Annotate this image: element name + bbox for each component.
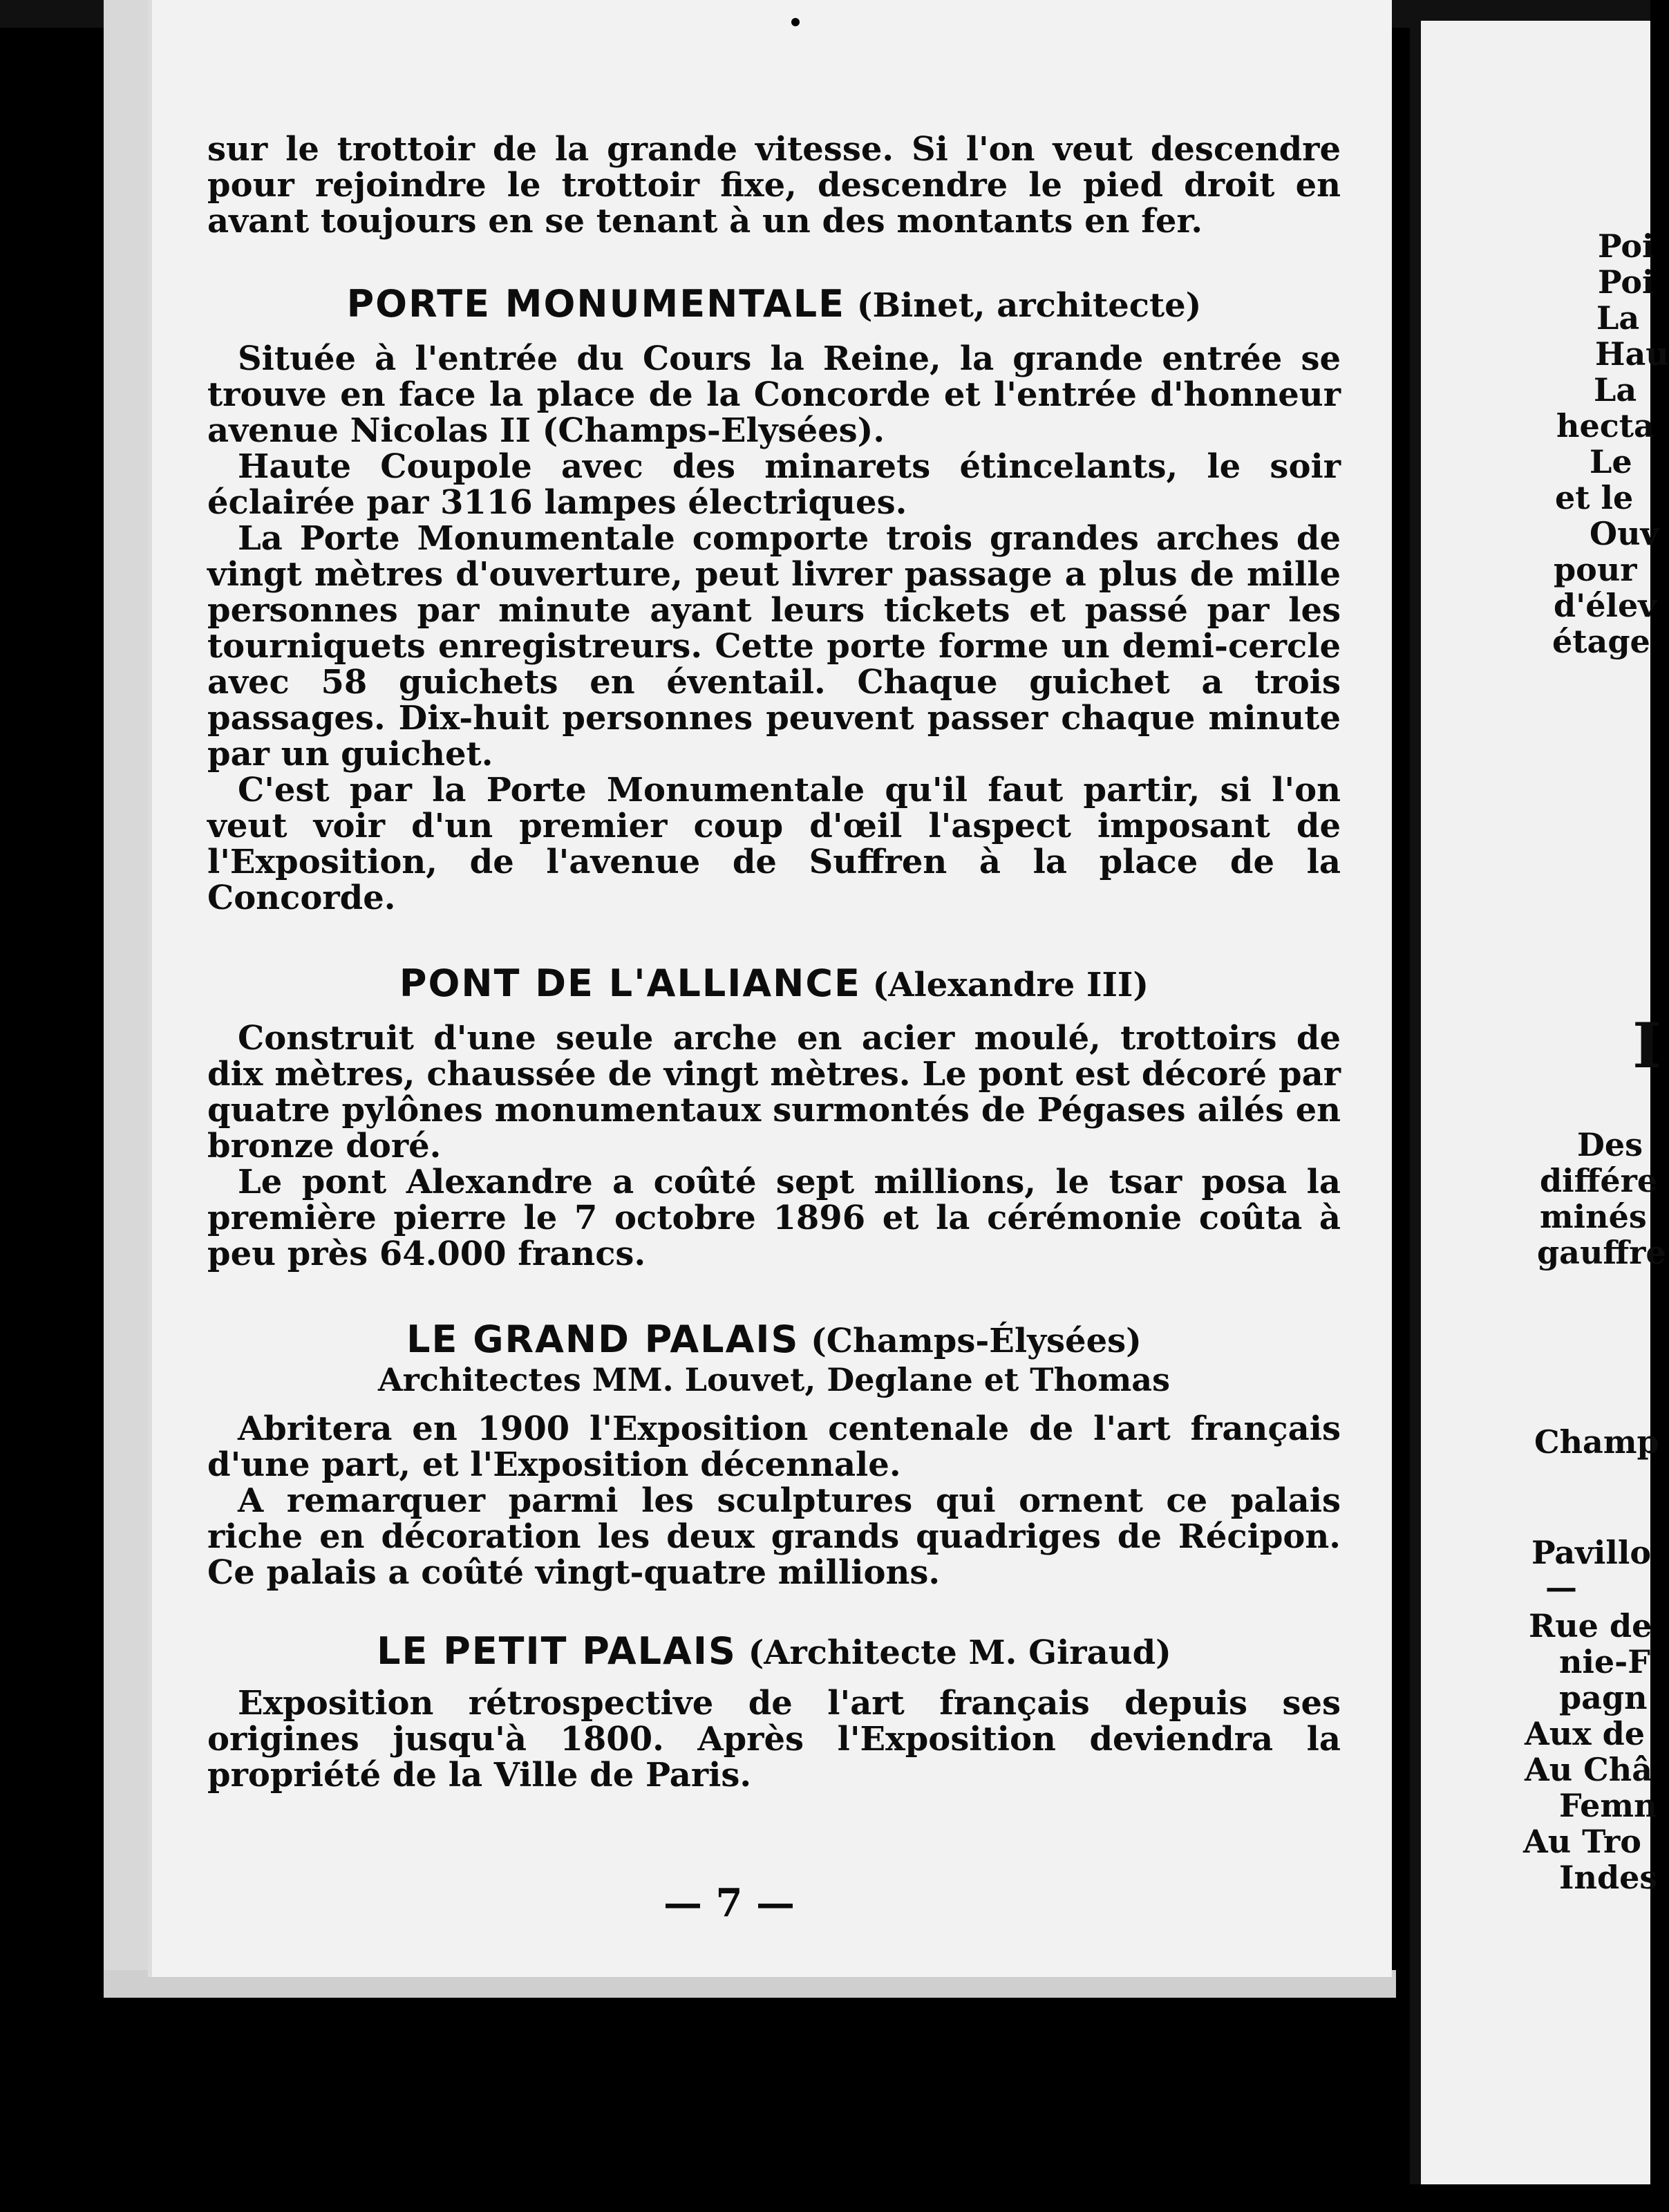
right-fragment: Femn (1559, 1787, 1657, 1824)
right-fragment: hecta (1556, 407, 1654, 444)
section-subtitle: Architectes MM. Louvet, Deglane et Thomas (377, 1361, 1170, 1398)
right-fragment: La (1596, 299, 1640, 337)
right-fragment: Au Tro (1523, 1823, 1641, 1860)
section-title: LE GRAND PALAIS (406, 1318, 800, 1361)
right-fragment: Rue de (1529, 1607, 1652, 1644)
ink-dot (791, 18, 800, 26)
right-fragment: Indes (1559, 1859, 1658, 1896)
section-title-suffix: (Architecte M. Giraud) (748, 1633, 1171, 1672)
section-heading-le-petit-palais (207, 1629, 1341, 1673)
right-fragment: Pavillo (1531, 1534, 1651, 1571)
section-title: PORTE MONUMENTALE (346, 282, 846, 326)
left-page-content (207, 131, 1341, 1793)
right-fragment: minés (1540, 1198, 1647, 1235)
right-big-heading: I (1632, 1009, 1662, 1082)
right-fragment: Hau (1595, 335, 1669, 373)
right-fragment: nie-F (1559, 1643, 1650, 1680)
paragraph: Construit d'une seule arche en acier moulé, trottoirs de dix mètres, chaussée de vingt mètres. Le pont est décoré par quatre pylônes monumentaux surmontés de Pégases ailés en bronze doré. (207, 1019, 1341, 1165)
section-title: PONT DE L'ALLIANCE (399, 962, 861, 1005)
right-fragment: Le (1590, 443, 1632, 480)
paragraph: Abritera en 1900 l'Exposition centenale de l'art français d'une part, et l'Exposition décennale. (207, 1409, 1341, 1484)
right-fragment: d'élev (1554, 587, 1657, 624)
right-fragment: Champ (1534, 1423, 1659, 1461)
right-fragment: Au Châ (1525, 1751, 1653, 1788)
paragraph: Le pont Alexandre a coûté sept millions, le tsar posa la première pierre le 7 octobre 1896 et la cérémonie coûta à peu près 64.000 francs. (207, 1163, 1341, 1273)
right-fragment: Poi (1598, 227, 1654, 265)
paragraph: La Porte Monumentale comporte trois grandes arches de vingt mètres d'ouverture, peut livrer passage a plus de mille personnes par minute ayant leurs tickets et passé par les tourniquets enregistreurs. Cette porte forme un demi-cercle avec 58 guichets en éventail. Chaque guichet a trois passages. Dix-huit personnes peuvent passer chaque minute par un guichet. (207, 519, 1341, 774)
paragraph: Située à l'entrée du Cours la Reine, la grande entrée se trouve en face la place de la Concorde et l'entrée d'honneur avenue Nicolas II (Champs-Elysées). (207, 339, 1341, 450)
right-fragment: Aux de (1525, 1715, 1646, 1752)
paragraph: Exposition rétrospective de l'art français depuis ses origines jusqu'à 1800. Après l'Exposition deviendra la propriété de la Ville de Paris. (207, 1684, 1341, 1794)
right-fragment: pour (1554, 551, 1637, 588)
section-title-suffix: (Alexandre III) (872, 966, 1149, 1004)
right-fragment: pagn (1559, 1679, 1648, 1716)
right-fragment: étage (1552, 623, 1650, 660)
right-fragment: Ouv (1590, 515, 1659, 552)
section-heading-porte-monumentale (207, 282, 1341, 326)
right-fragment: et le (1555, 479, 1634, 516)
section-title-suffix: (Champs-Élysées) (811, 1322, 1142, 1360)
intro-paragraph: sur le trottoir de la grande vitesse. Si l'on veut descendre pour rejoindre le trottoir fixe, descendre le pied droit en avant toujours en se tenant à un des montants en fer. (207, 130, 1341, 241)
paragraph: C'est par la Porte Monumentale qu'il faut partir, si l'on veut voir d'un premier coup d'œil l'aspect imposant de l'Exposition, de l'avenue de Suffren à la place de la Concorde. (207, 771, 1341, 917)
section-heading-pont-de-l-alliance (207, 962, 1341, 1005)
right-fragment: Des (1577, 1126, 1643, 1163)
section-heading-le-grand-palais (207, 1318, 1341, 1361)
paragraph: Haute Coupole avec des minarets étincelants, le soir éclairée par 3116 lampes électriques. (207, 447, 1341, 522)
right-fragment: La (1594, 371, 1637, 409)
section-title-suffix: (Binet, architecte) (856, 286, 1202, 325)
page-number: — 7 — (663, 1880, 795, 1926)
section-title: LE PETIT PALAIS (377, 1629, 737, 1673)
right-fragment: Poi (1598, 263, 1654, 301)
paragraph: A remarquer parmi les sculptures qui ornent ce palais riche en décoration les deux grands quadriges de Récipon. Ce palais a coûté vingt-quatre millions. (207, 1481, 1341, 1592)
right-fragment: gauffre (1537, 1234, 1666, 1271)
right-fragment: — (1545, 1568, 1577, 1606)
right-fragment: différe (1540, 1162, 1658, 1199)
